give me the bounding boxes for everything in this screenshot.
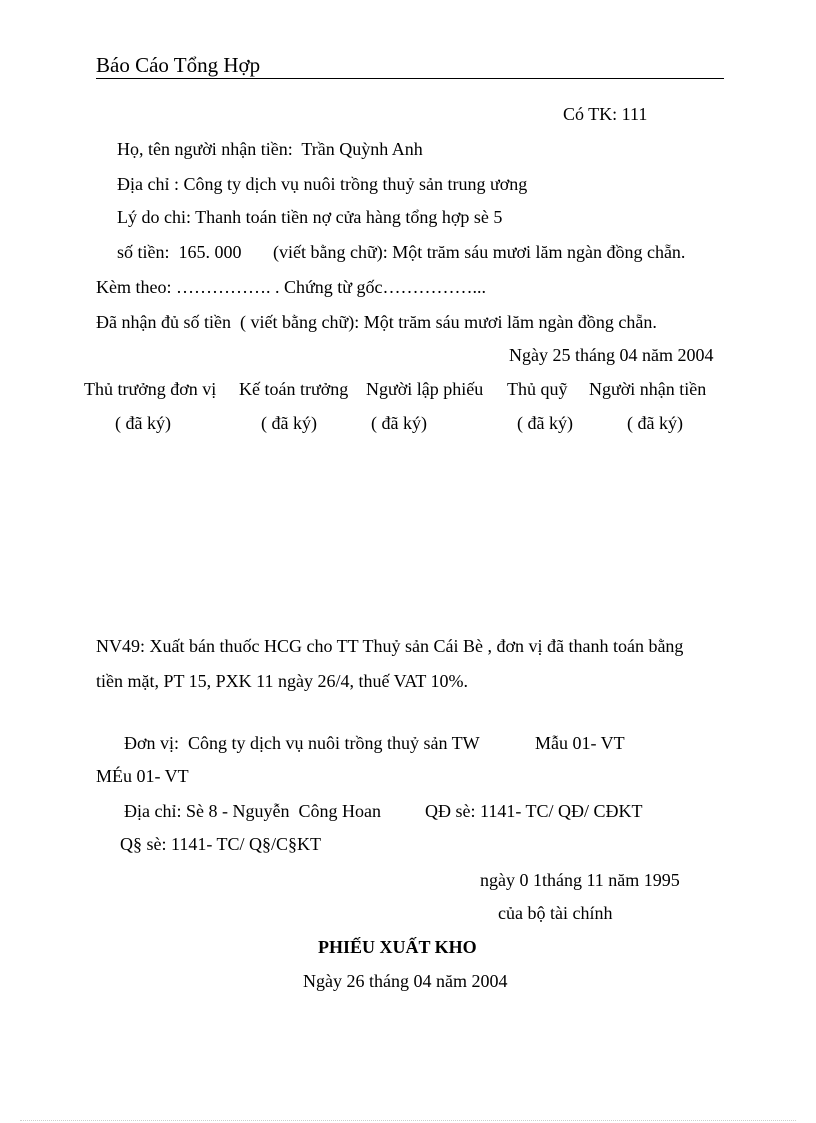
payment-amount: số tiền: 165. 000 (viết bằng chữ): Một trăm sáu mươi lăm ngàn đồng chẵn. xyxy=(117,242,686,262)
signature-title-director: Thủ trưởng đơn vị xyxy=(84,379,217,399)
slip-decision: QĐ sè: 1141- TC/ QĐ/ CĐKT xyxy=(425,801,643,821)
recipient-name: Họ, tên người nhận tiền: Trần Quỳnh Anh xyxy=(117,139,423,159)
page-bottom-divider xyxy=(20,1120,796,1121)
signature-note-preparer: ( đã ký) xyxy=(371,413,427,433)
amount-received: Đã nhận đủ số tiền ( viết bằng chữ): Một trăm sáu mươi lăm ngàn đồng chẵn. xyxy=(96,312,657,332)
signature-note-cashier: ( đã ký) xyxy=(517,413,573,433)
slip-title: PHIẾU XUẤT KHO xyxy=(318,937,477,957)
recipient-address: Địa chỉ : Công ty dịch vụ nuôi trồng thuỷ sản trung ương xyxy=(117,174,528,194)
signature-note-director: ( đã ký) xyxy=(115,413,171,433)
transaction-line-2: tiền mặt, PT 15, PXK 11 ngày 26/4, thuế VAT 10%. xyxy=(96,671,469,691)
document-header-title: Báo Cáo Tổng Hợp xyxy=(96,53,261,77)
slip-decision-garbled: Q§ sè: 1141- TC/ Q§/C§KT xyxy=(120,834,321,854)
slip-date: Ngày 26 tháng 04 năm 2004 xyxy=(303,971,508,991)
signature-title-preparer: Người lập phiếu xyxy=(366,379,484,399)
signature-note-recipient: ( đã ký) xyxy=(627,413,683,433)
signature-title-chief-accountant: Kế toán trưởng xyxy=(239,379,349,399)
slip-decision-date: ngày 0 1tháng 11 năm 1995 xyxy=(480,870,680,890)
header-rule xyxy=(96,78,724,79)
slip-form-number-garbled: MÉu 01- VT xyxy=(96,766,189,786)
slip-address: Địa chỉ: Sè 8 - Nguyễn Công Hoan xyxy=(124,801,381,821)
credit-account: Có TK: 111 xyxy=(563,104,648,124)
transaction-line-1: NV49: Xuất bán thuốc HCG cho TT Thuỷ sản Cái Bè , đơn vị đã thanh toán bằng xyxy=(96,636,684,656)
signature-title-cashier: Thủ quỹ xyxy=(507,379,568,399)
signature-note-chief-accountant: ( đã ký) xyxy=(261,413,317,433)
slip-unit: Đơn vị: Công ty dịch vụ nuôi trồng thuỷ sản TW xyxy=(124,733,480,753)
slip-ministry: của bộ tài chính xyxy=(498,903,613,923)
payment-reason: Lý do chi: Thanh toán tiền nợ cửa hàng tổng hợp sè 5 xyxy=(117,207,503,227)
slip-form-number: Mẫu 01- VT xyxy=(535,733,625,753)
attached-documents: Kèm theo: ……………. . Chứng từ gốc……………... xyxy=(96,277,486,297)
voucher-date: Ngày 25 tháng 04 năm 2004 xyxy=(509,345,714,365)
signature-title-recipient: Người nhận tiền xyxy=(589,379,707,399)
